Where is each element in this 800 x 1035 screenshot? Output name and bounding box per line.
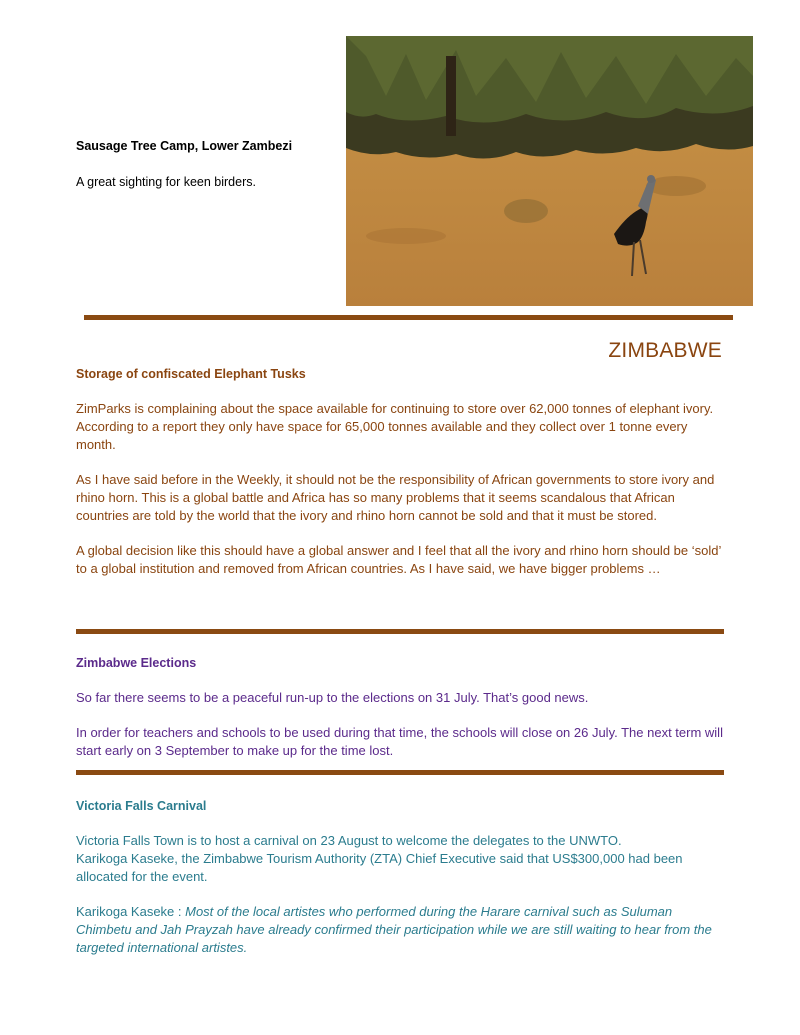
paragraph: In order for teachers and schools to be used during that time, the schools will close on 26 July. The next term will start early on 3 September to make up for the time lost. (76, 725, 723, 758)
paragraph: ZimParks is complaining about the space available for continuing to store over 62,000 tonnes of elephant ivory. According to a report they only have space for 65,000 tonnes available and they collect over 1 tonne every month. (76, 401, 714, 452)
country-heading: ZIMBABWE (608, 339, 722, 362)
photo-caption-text: A great sighting for keen birders. (76, 175, 256, 189)
section-divider (76, 770, 724, 775)
section-divider (76, 629, 724, 634)
section-heading-tusks: Storage of confiscated Elephant Tusks (76, 367, 306, 381)
secretary-bird-photo (346, 36, 753, 306)
photo-caption-title: Sausage Tree Camp, Lower Zambezi (76, 139, 293, 153)
section-heading-carnival: Victoria Falls Carnival (76, 799, 207, 813)
paragraph-line: Karikoga Kaseke, the Zimbabwe Tourism Authority (ZTA) Chief Executive said that US$300,000 had been allocated for the event. (76, 851, 683, 884)
quote-speaker: Karikoga Kaseke : (76, 904, 186, 919)
paragraph-line: Victoria Falls Town is to host a carnival on 23 August to welcome the delegates to the UNWTO. (76, 833, 622, 848)
paragraph (76, 832, 726, 886)
section-heading-elections: Zimbabwe Elections (76, 656, 197, 670)
quote-paragraph (76, 903, 726, 957)
paragraph: So far there seems to be a peaceful run-up to the elections on 31 July. That’s good news. (76, 690, 589, 705)
section-zimbabwe-elections (76, 654, 726, 760)
section-victoria-falls-carnival (76, 797, 726, 957)
section-elephant-tusks (76, 365, 726, 578)
paragraph: As I have said before in the Weekly, it should not be the responsibility of African governments to store ivory and rhino horn. This is a global battle and Africa has so many problems that it seems scandalous that African countries are told by the world that the ivory and rhino horn cannot be sold and that it must be stored. (76, 472, 715, 523)
paragraph: A global decision like this should have a global answer and I feel that all the ivory and rhino horn should be ‘sold’ to a global institution and removed from African countries. As I have said, we have bigger problems … (76, 543, 721, 576)
section-divider-top (84, 315, 733, 320)
quote-text: Most of the local artistes who performed during the Harare carnival such as Suluman Chimbetu and Jah Prayzah have already confirmed their participation while we are still waiting to hear from the targeted international artistes. (76, 904, 712, 955)
